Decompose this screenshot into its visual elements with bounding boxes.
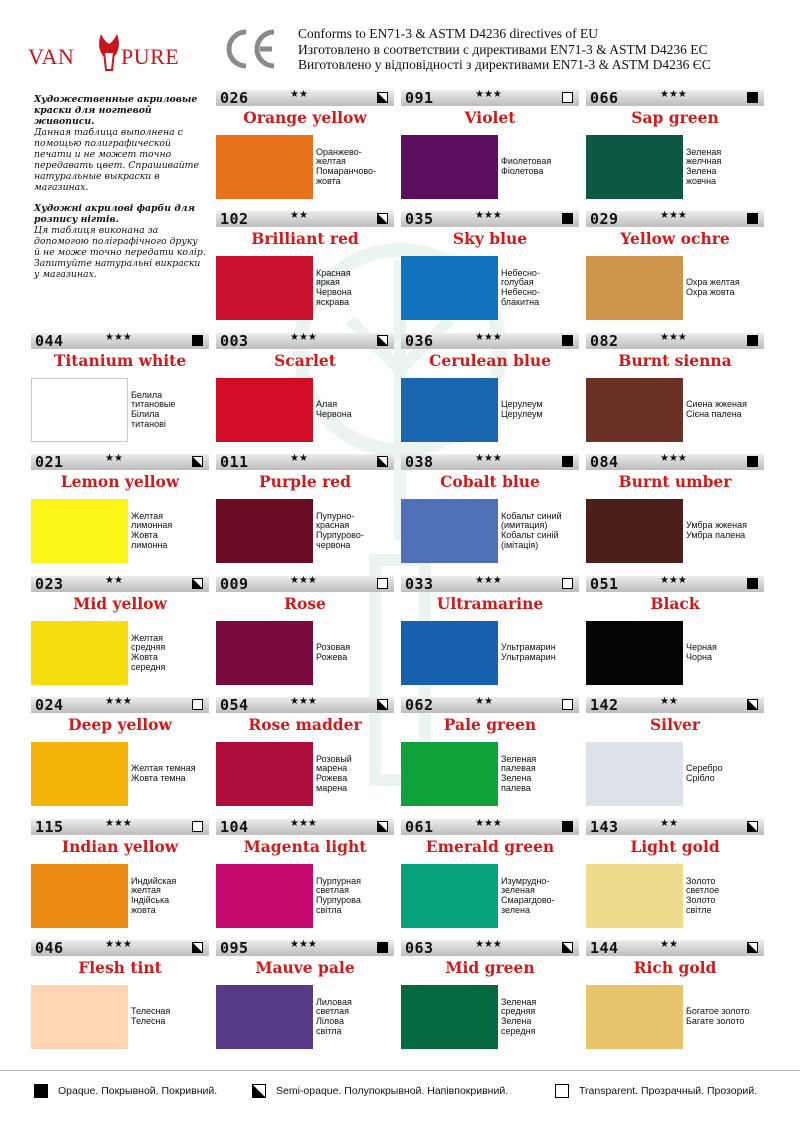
transparent-icon <box>192 821 203 832</box>
color-name: Titanium white <box>53 351 187 370</box>
color-description: Пурпурная светлая Пурпурова світла <box>316 875 361 915</box>
lightfastness-stars: ★★★ <box>660 453 687 464</box>
color-tile <box>401 211 579 321</box>
opaque-icon <box>562 821 573 832</box>
color-name: Silver <box>649 715 700 734</box>
intro-ru-heading: Художественные акриловые краски для ногтевой живописи. <box>34 94 198 127</box>
color-description: Охра желтая Охра жовта <box>686 277 740 297</box>
color-swatch <box>216 985 313 1049</box>
semi-opaque-icon <box>192 942 203 953</box>
conformity-ua: Виготовлено у відповідності з директивами EN71-3 & ASTM D4236 ЄС <box>298 57 711 72</box>
color-swatch <box>401 378 498 442</box>
intro-text <box>34 94 206 290</box>
color-header-bar <box>216 333 394 349</box>
opaque-icon <box>747 578 758 589</box>
lightfastness-stars: ★★★ <box>475 818 502 829</box>
color-name: Deep yellow <box>68 715 172 734</box>
opaque-icon <box>747 92 758 103</box>
color-header-bar <box>401 819 579 835</box>
lightfastness-stars: ★★ <box>290 453 308 464</box>
color-code: 009 <box>220 575 249 593</box>
opaque-icon <box>747 213 758 224</box>
color-description: Красная яркая Червона яскрава <box>316 267 352 307</box>
color-name: Violet <box>464 108 516 127</box>
color-swatch <box>31 621 128 685</box>
color-tile <box>586 90 764 200</box>
color-header-bar <box>31 576 209 592</box>
lightfastness-stars: ★★★ <box>475 575 502 586</box>
color-header-bar <box>586 940 764 956</box>
opaque-icon <box>747 456 758 467</box>
color-name: Brilliant red <box>251 229 359 248</box>
color-description: Черная Чорна <box>686 642 717 662</box>
color-swatch <box>31 378 128 442</box>
color-name: Lemon yellow <box>60 472 180 491</box>
color-tile <box>31 819 209 929</box>
color-tile <box>216 576 394 686</box>
color-tile <box>401 576 579 686</box>
color-header-bar <box>401 90 579 106</box>
color-name: Cerulean blue <box>429 351 551 370</box>
opaque-icon <box>747 335 758 346</box>
color-swatch <box>401 985 498 1049</box>
color-description: Розовый марена Рожева марена <box>316 753 352 793</box>
color-name: Light gold <box>630 837 720 856</box>
color-code: 104 <box>220 818 249 836</box>
color-tile <box>401 333 579 443</box>
color-name: Sap green <box>631 108 719 127</box>
color-swatch <box>401 135 498 199</box>
color-tile <box>216 819 394 929</box>
lightfastness-stars: ★★★ <box>290 818 317 829</box>
color-name: Rose <box>284 594 326 613</box>
brand-left: VAN <box>28 44 75 69</box>
color-description: Белила титановые Білила титанові <box>131 389 176 429</box>
color-swatch <box>31 985 128 1049</box>
color-description: Алая Червона <box>316 399 352 419</box>
color-swatch <box>586 985 683 1049</box>
color-tile <box>216 90 394 200</box>
color-swatch <box>586 256 683 320</box>
color-code: 035 <box>405 210 434 228</box>
color-name: Magenta light <box>243 837 367 856</box>
transparent-icon <box>562 92 573 103</box>
color-code: 091 <box>405 89 434 107</box>
color-description: Лиловая светлая Лілова світла <box>316 996 352 1036</box>
color-description: Желтая средняя Жовта середня <box>131 632 166 672</box>
color-code: 061 <box>405 818 434 836</box>
color-header-bar <box>31 940 209 956</box>
color-tile <box>586 940 764 1050</box>
color-name: Emerald green <box>425 837 555 856</box>
semi-opaque-icon <box>562 942 573 953</box>
color-tile <box>586 576 764 686</box>
conformity-en: Conforms to EN71-3 & ASTM D4236 directives of EU <box>298 26 598 41</box>
color-code: 038 <box>405 453 434 471</box>
color-description: Желтая лимонная Жовта лимонна <box>131 510 173 550</box>
color-code: 044 <box>35 332 64 350</box>
color-swatch <box>216 621 313 685</box>
color-swatch <box>401 742 498 806</box>
color-code: 026 <box>220 89 249 107</box>
opaque-icon <box>34 1084 48 1098</box>
lightfastness-stars: ★★ <box>105 575 123 586</box>
color-description: Зеленая желчная Зелена жовчна <box>686 146 722 186</box>
lightfastness-stars: ★★★ <box>475 453 502 464</box>
lightfastness-stars: ★★★ <box>660 210 687 221</box>
color-code: 102 <box>220 210 249 228</box>
color-code: 051 <box>590 575 619 593</box>
color-swatch <box>586 742 683 806</box>
opaque-icon <box>562 213 573 224</box>
color-tile <box>31 697 209 807</box>
color-swatch <box>586 135 683 199</box>
color-tile <box>401 697 579 807</box>
color-description: Фиолетовая Фіолетова <box>501 156 552 176</box>
color-tile <box>401 454 579 564</box>
color-description: Кобальт синий (имитация) Кобальт синій (імітація) <box>501 510 562 550</box>
opaque-icon <box>562 456 573 467</box>
color-header-bar <box>31 819 209 835</box>
color-name: Rose madder <box>248 715 362 734</box>
color-code: 115 <box>35 818 64 836</box>
color-header-bar <box>401 333 579 349</box>
color-description: Ультрамарин Ультрамарин <box>501 642 556 662</box>
color-swatch <box>216 378 313 442</box>
color-description: Зеленая палевая Зелена палева <box>501 753 537 793</box>
color-header-bar <box>216 454 394 470</box>
color-description: Розовая Рожева <box>316 642 351 662</box>
color-tile <box>216 333 394 443</box>
brand-logo <box>28 28 178 74</box>
lightfastness-stars: ★★★ <box>290 575 317 586</box>
color-swatch <box>401 621 498 685</box>
color-swatch <box>401 499 498 563</box>
semi-opaque-icon <box>377 699 388 710</box>
color-description: Оранжево- желтая Помаранчово- жовта <box>316 146 377 186</box>
semi-opaque-icon <box>377 92 388 103</box>
legend-semi-label: Semi-opaque. Полупокрывной. Напівпокривний. <box>276 1085 509 1097</box>
color-code: 046 <box>35 939 64 957</box>
color-header-bar <box>586 90 764 106</box>
lightfastness-stars: ★★★ <box>105 332 132 343</box>
color-swatch <box>31 742 128 806</box>
color-swatch <box>401 256 498 320</box>
color-header-bar <box>31 333 209 349</box>
lightfastness-stars: ★★★ <box>105 939 132 950</box>
color-header-bar <box>586 819 764 835</box>
color-swatch <box>586 621 683 685</box>
color-header-bar <box>401 940 579 956</box>
semi-opaque-icon <box>192 456 203 467</box>
color-description: Умбра жженая Умбра палена <box>686 520 747 540</box>
opacity-legend <box>0 1070 800 1111</box>
color-name: Indian yellow <box>61 837 179 856</box>
color-header-bar <box>216 819 394 835</box>
color-header-bar <box>401 454 579 470</box>
lightfastness-stars: ★★★ <box>290 696 317 707</box>
color-tile <box>216 697 394 807</box>
color-header-bar <box>401 576 579 592</box>
color-header-bar <box>216 940 394 956</box>
color-code: 066 <box>590 89 619 107</box>
intro-ru-body: Данная таблица выполнена с помощью полиграфической печати и не может точно передавать цвет. Спрашивайте натуральные выкраски в магазинах. <box>34 127 199 193</box>
color-name: Scarlet <box>274 351 336 370</box>
opaque-icon <box>562 335 573 346</box>
color-code: 084 <box>590 453 619 471</box>
color-description: Церулеум Церулеум <box>501 399 543 419</box>
legend-opaque-label: Opaque. Покрывной. Покривний. <box>58 1085 218 1097</box>
color-description: Пупурно- красная Пурпурово- червона <box>316 510 364 550</box>
color-swatch <box>216 742 313 806</box>
color-name: Burnt sienna <box>618 351 732 370</box>
color-description: Небесно- голубая Небесно- блакитна <box>501 267 540 307</box>
color-swatch <box>31 499 128 563</box>
lightfastness-stars: ★★★ <box>475 89 502 100</box>
color-code: 011 <box>220 453 249 471</box>
lightfastness-stars: ★★★ <box>660 575 687 586</box>
intro-ua-body: Ця таблиця виконана за допомогою поліграфічного друку й не може точно передати колір. Запитуйте натуральні викраски у магазинах. <box>34 225 206 280</box>
color-name: Flesh tint <box>78 958 162 977</box>
transparent-icon <box>192 699 203 710</box>
color-tile <box>31 454 209 564</box>
color-swatch <box>216 864 313 928</box>
color-code: 142 <box>590 696 619 714</box>
conformity-statement <box>298 26 711 73</box>
color-description: Сиена жженая Сієна палена <box>686 399 747 419</box>
color-header-bar <box>31 454 209 470</box>
color-code: 024 <box>35 696 64 714</box>
lightfastness-stars: ★★★ <box>660 332 687 343</box>
color-code: 021 <box>35 453 64 471</box>
lightfastness-stars: ★★ <box>660 696 678 707</box>
lightfastness-stars: ★★ <box>290 89 308 100</box>
color-tile <box>31 940 209 1050</box>
color-code: 082 <box>590 332 619 350</box>
lightfastness-stars: ★★★ <box>105 696 132 707</box>
color-swatch <box>31 864 128 928</box>
color-code: 003 <box>220 332 249 350</box>
lightfastness-stars: ★★★ <box>290 332 317 343</box>
semi-opaque-icon <box>747 699 758 710</box>
color-description: Золото светлое Золото світле <box>686 875 720 915</box>
color-swatch <box>216 135 313 199</box>
color-tile <box>586 697 764 807</box>
semi-opaque-icon <box>252 1084 266 1098</box>
color-code: 023 <box>35 575 64 593</box>
lightfastness-stars: ★★★ <box>290 939 317 950</box>
color-description: Изумрудно- зеленая Смарагдово- зелена <box>501 875 555 915</box>
color-code: 036 <box>405 332 434 350</box>
color-header-bar <box>216 576 394 592</box>
lightfastness-stars: ★★ <box>660 818 678 829</box>
semi-opaque-icon <box>377 335 388 346</box>
color-description: Индийская желтая Індійська жовта <box>131 875 177 915</box>
color-tile <box>586 211 764 321</box>
color-header-bar <box>216 211 394 227</box>
color-header-bar <box>586 697 764 713</box>
legend-transparent-label: Transparent. Прозрачный. Прозорий. <box>579 1085 758 1097</box>
color-name: Yellow ochre <box>620 229 730 248</box>
lightfastness-stars: ★★ <box>105 453 123 464</box>
lightfastness-stars: ★★ <box>475 696 493 707</box>
color-header-bar <box>586 333 764 349</box>
lightfastness-stars: ★★★ <box>475 210 502 221</box>
color-tile <box>216 940 394 1050</box>
color-code: 062 <box>405 696 434 714</box>
color-header-bar <box>216 697 394 713</box>
semi-opaque-icon <box>747 821 758 832</box>
transparent-icon <box>555 1084 569 1098</box>
tulip-logo-icon <box>95 30 123 72</box>
color-name: Rich gold <box>633 958 717 977</box>
color-name: Purple red <box>259 472 351 491</box>
transparent-icon <box>562 699 573 710</box>
color-tile <box>586 819 764 929</box>
color-tile <box>216 211 394 321</box>
color-swatch <box>586 864 683 928</box>
transparent-icon <box>562 578 573 589</box>
color-description: Серебро Срібло <box>686 763 723 783</box>
lightfastness-stars: ★★★ <box>660 89 687 100</box>
color-header-bar <box>586 211 764 227</box>
color-tile <box>216 454 394 564</box>
color-tile <box>586 454 764 564</box>
color-swatch <box>216 499 313 563</box>
conformity-ru: Изготовлено в соответствии с директивами EN71-3 & ASTM D4236 ЕС <box>298 41 708 57</box>
intro-ua-heading: Художні акрилові фарби для розпису нігтів. <box>34 203 195 225</box>
color-description: Желтая темная Жовта темна <box>131 763 196 783</box>
ce-mark-icon <box>222 28 280 70</box>
transparent-icon <box>377 578 388 589</box>
color-code: 033 <box>405 575 434 593</box>
color-name: Sky blue <box>452 229 528 248</box>
color-swatch <box>586 499 683 563</box>
color-name: Mid green <box>445 958 535 977</box>
semi-opaque-icon <box>377 821 388 832</box>
semi-opaque-icon <box>747 942 758 953</box>
color-name: Burnt umber <box>618 472 732 491</box>
color-header-bar <box>401 697 579 713</box>
color-tile <box>31 333 209 443</box>
lightfastness-stars: ★★★ <box>475 332 502 343</box>
color-description: Телесная Телесна <box>131 1006 171 1026</box>
color-swatch <box>586 378 683 442</box>
semi-opaque-icon <box>377 456 388 467</box>
color-code: 029 <box>590 210 619 228</box>
color-tile <box>401 940 579 1050</box>
color-swatch <box>401 864 498 928</box>
color-tile <box>31 576 209 686</box>
color-code: 054 <box>220 696 249 714</box>
color-name: Black <box>650 594 700 613</box>
color-code: 095 <box>220 939 249 957</box>
lightfastness-stars: ★★ <box>660 939 678 950</box>
color-header-bar <box>586 454 764 470</box>
color-name: Cobalt blue <box>440 472 540 491</box>
color-description: Зеленая средняя Зелена середня <box>501 996 537 1036</box>
lightfastness-stars: ★★★ <box>475 939 502 950</box>
color-name: Mid yellow <box>73 594 167 613</box>
color-header-bar <box>31 697 209 713</box>
color-tile <box>401 819 579 929</box>
color-name: Pale green <box>443 715 537 734</box>
color-description: Богатое золото Багате золото <box>686 1006 750 1026</box>
color-tile <box>401 90 579 200</box>
color-code: 144 <box>590 939 619 957</box>
semi-opaque-icon <box>192 578 203 589</box>
lightfastness-stars: ★★★ <box>105 818 132 829</box>
color-code: 063 <box>405 939 434 957</box>
color-name: Orange yellow <box>243 108 367 127</box>
color-name: Ultramarine <box>436 594 544 613</box>
lightfastness-stars: ★★ <box>290 210 308 221</box>
color-header-bar <box>216 90 394 106</box>
color-swatch <box>216 256 313 320</box>
color-code: 143 <box>590 818 619 836</box>
color-header-bar <box>586 576 764 592</box>
brand-right: PURE <box>121 44 180 69</box>
opaque-icon <box>192 335 203 346</box>
opaque-icon <box>377 942 388 953</box>
color-name: Mauve pale <box>255 958 355 977</box>
semi-opaque-icon <box>377 213 388 224</box>
color-tile <box>586 333 764 443</box>
color-header-bar <box>401 211 579 227</box>
